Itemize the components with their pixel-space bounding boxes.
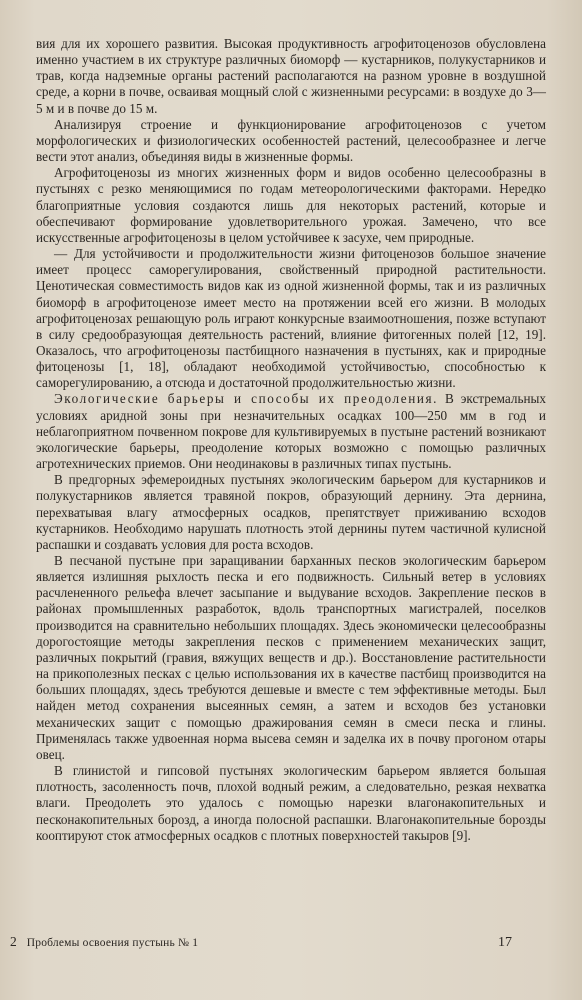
paragraph-2: Анализируя строение и функционирование агрофитоценозов с учетом морфологических и физиологических особенностей растений, целесообразнее и легче вести этот анализ, объединяя виды в жизненные формы. [36,116,546,165]
footer-left [10,934,198,950]
paragraph-1: вия для их хорошего развития. Высокая продуктивность агрофитоценозов обусловлена именно участием в их структуре различных биоморф — кустарников, полукустарников и трав, когда надземные органы растений располагаются на разном уровне в воздушной среде, а корни в почве, осваивая мощный слой с жизненными ресурсами: в воздухе до 3—5 м и в почве до 15 м. [36,36,546,116]
paragraph-6: В предгорных эфемероидных пустынях экологическим барьером для кустарников и полукустарников является травяной покров, образующий дернину. Эта дернина, перехватывая влагу атмосферных осадков, препятствует приживанию всходов кустарников. Необходимо нарушать плотность этой дернины путем частичной кулисной распашки и создавать условия для роста всходов. [36,472,546,552]
paragraph-8: В глинистой и гипсовой пустынях экологическим барьером является большая плотность, засоленность почв, плохой водный режим, а следовательно, резкая нехватка влаги. Преодолеть это удалось с помощью нарезки влагонакопительных и песконакопительных борозд, а иногда полосной распашки. Влагонакопительные борозды кооптируют сток атмосферных осадков с плотных поверхностей такыров [9]. [36,763,546,843]
paragraph-5-text: В экстремальных условиях аридной зоны при незначительных осадках 100—250 мм в год и неблагоприятном почвенном покрове для культивируемых в пустыне растений возникают экологические барьеры, преодоление которых возможно с помощью различных агротехнических приемов. Они неодинаковы в различных типах пустынь. [36,391,547,472]
article-body [36,36,546,844]
paragraph-3: Агрофитоценозы из многих жизненных форм и видов особенно целесообразны в пустынях с резко меняющимися по годам метеорологическими факторами. Нередко благоприятные условия создаются лишь для некоторых растений, которые и обеспечивают формирование удовлетворительного урожая. Замечено, что все искусственные агрофитоценозы в целом устойчивее к засухе, чем природные. [36,165,546,245]
paragraph-7: В песчаной пустыне при заращивании барханных песков экологическим барьером является излишняя рыхлость песка и его подвижность. Сильный ветер в условиях расчлененного рельефа влечет засыпание и выдувание всходов. Закрепление песков в районах промышленных разработок, вдоль транспортных магистралей, поселков производится на сравнительно небольших площадях. Здесь экономически целесообразны дорогостоящие методы закрепления песков с применением механических защит, различных покрытий (гравия, вяжущих веществ и др.). Восстановление растительности на прикополезных песках с целью использования их в качестве пастбищ производится на больших площадях, здесь требуются дешевые и вместе с тем эффективные методы. Был найден метод сохранения высеянных семян, а затем и всходов без установки механических защит с помощью дражирования семян в смеси песка и глины. Применялась также удвоенная норма высева семян и заделка их в почву прогоном отары овец. [36,553,546,762]
paragraph-5 [36,391,546,472]
page-footer [10,934,512,951]
section-heading: Экологические барьеры и способы их преодоления. [54,391,439,407]
printer-signature: 2 [10,934,17,949]
paragraph-4: — Для устойчивости и продолжительности жизни фитоценозов большое значение имеет процесс саморегулирования, свойственный природной растительности. Ценотическая совместимость видов как из одной жизненной формы, так и из различных биоморф в агрофитоценозе имеет место на протяжении всей его жизни. В молодых агрофитоценозах решающую роль играют конкурсные взаимоотношения, позже вступают в силу средообразующая деятельность растений, влияние фитогенных полей [12, 19]. Оказалось, что агрофитоценозы пастбищного назначения в пустынях, как и природные фитоценозы [1, 18], обладают необходимой устойчивостью, способностью к саморегулированию, а отсюда и достаточной продолжительностью жизни. [36,246,546,391]
page-number: 17 [498,935,512,950]
journal-title: Проблемы освоения пустынь № 1 [26,937,199,949]
